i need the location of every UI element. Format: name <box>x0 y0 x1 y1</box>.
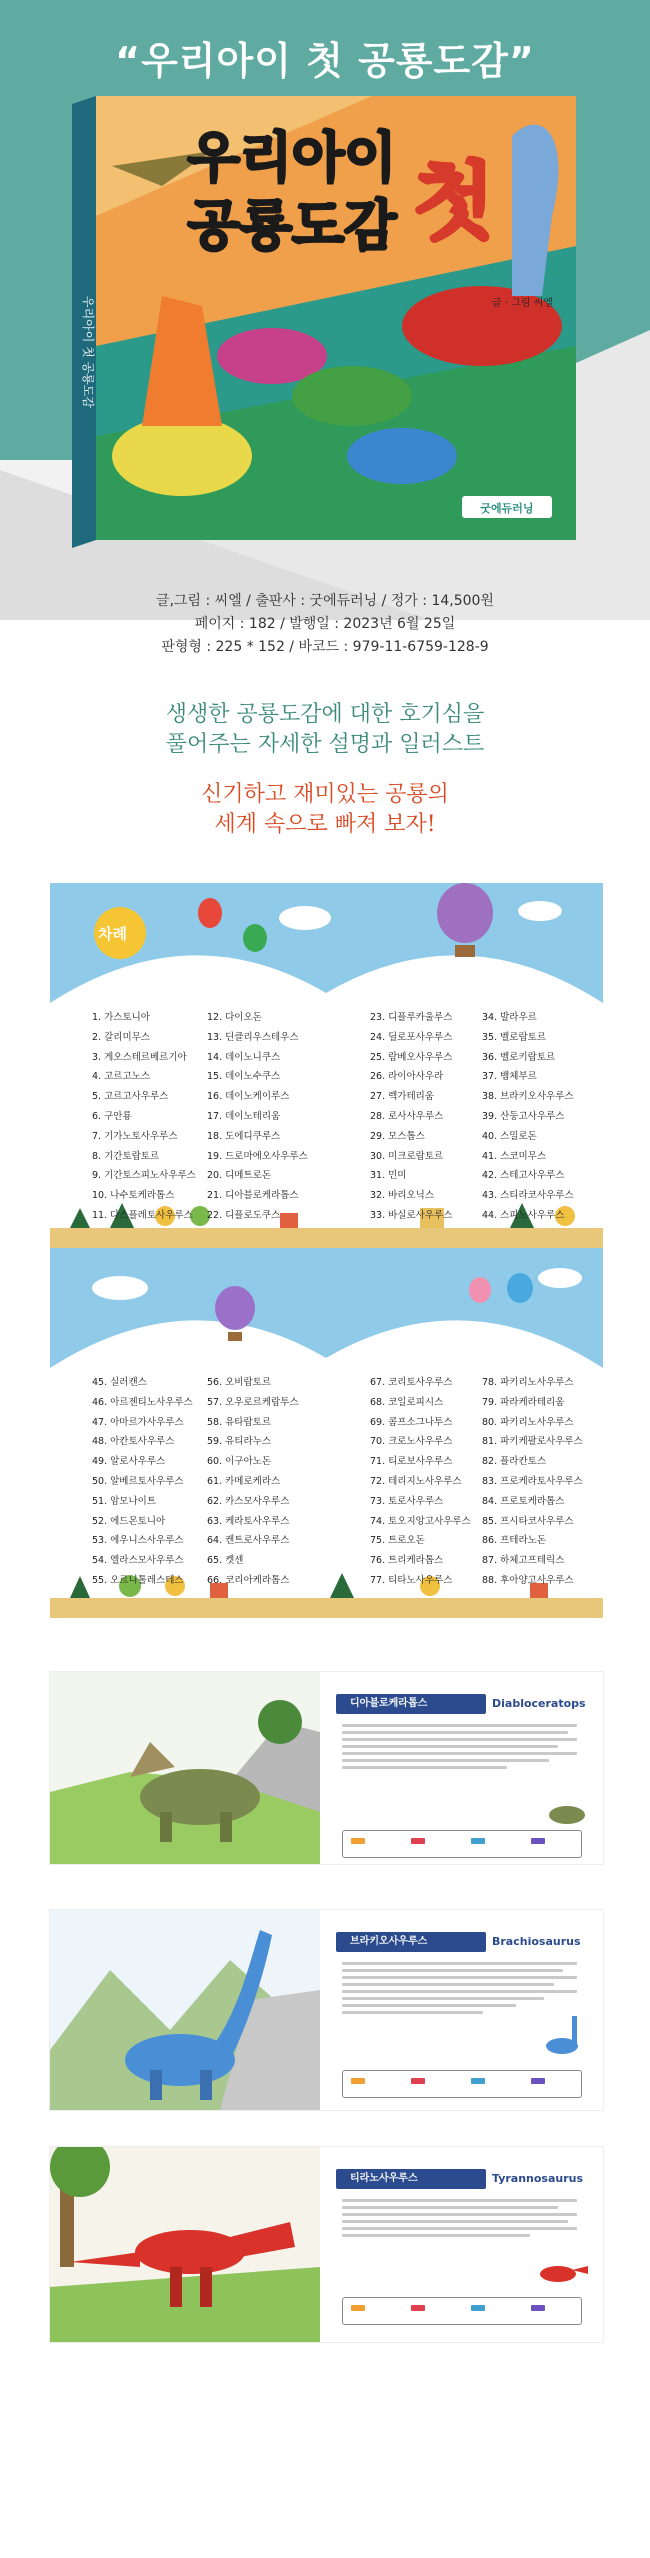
toc-item[interactable]: 50. 알베르토사우루스 <box>92 1475 184 1487</box>
page-title: “우리아이 첫 공룡도감” <box>115 39 535 83</box>
book-info-line2: 페이지 : 182 / 발행일 : 2023년 6월 25일 <box>194 616 456 632</box>
toc-item[interactable]: 5. 고르고사우루스 <box>92 1091 169 1103</box>
toc-item[interactable]: 46. 아르젠티노사우루스 <box>92 1396 193 1408</box>
toc-item[interactable]: 10. 나수토케라톱스 <box>92 1190 175 1202</box>
toc-item[interactable]: 39. 산둥고사우루스 <box>482 1110 565 1122</box>
toc-p2-col3 <box>370 1373 471 1591</box>
info-box <box>342 1830 582 1858</box>
toc-item[interactable]: 54. 엘라스모사우루스 <box>92 1555 184 1567</box>
info-box <box>342 2297 582 2325</box>
toc-item[interactable]: 45. 실러캔스 <box>92 1377 147 1388</box>
toc-item[interactable]: 31. 민미 <box>370 1170 407 1182</box>
toc-item[interactable]: 71. 티로보사우루스 <box>370 1456 453 1468</box>
toc-item[interactable]: 85. 프시타코사우루스 <box>482 1515 574 1527</box>
toc-item[interactable]: 32. 바리오닉스 <box>370 1190 435 1202</box>
description-text <box>342 2199 577 2241</box>
toc-item[interactable]: 84. 프로토케라톱스 <box>482 1495 565 1507</box>
cover-title-big: 첫 <box>413 153 495 251</box>
toc-item[interactable]: 42. 스테고사우루스 <box>482 1170 565 1182</box>
toc-item[interactable]: 26. 라이아사우라 <box>370 1071 444 1083</box>
hero-section <box>0 0 650 620</box>
toc-item[interactable]: 12. 다이오돈 <box>207 1012 262 1023</box>
toc-item[interactable]: 21. 디아블로케라톱스 <box>207 1190 299 1202</box>
toc-item[interactable]: 24. 딜로포사우루스 <box>370 1031 453 1043</box>
toc-p2-col1 <box>92 1373 193 1591</box>
toc-p1-col3 <box>370 1008 452 1226</box>
toc-p1-col4 <box>482 1008 574 1226</box>
book-info-line1: 글,그림 : 씨엘 / 출판사 : 굿에듀러닝 / 정가 : 14,500원 <box>156 593 494 609</box>
toc-p2-col2 <box>207 1373 299 1591</box>
toc-item[interactable]: 73. 토로사우루스 <box>370 1495 444 1507</box>
toc-p2-col4 <box>482 1373 583 1591</box>
toc-item[interactable]: 7. 기가노토사우루스 <box>92 1130 178 1142</box>
toc-item[interactable]: 66. 코리아케라톱스 <box>207 1574 290 1586</box>
toc-item[interactable]: 8. 기간토랍토르 <box>92 1150 160 1162</box>
book-info-line3: 판형형 : 225 * 152 / 바코드 : 979-11-6759-128-9 <box>161 639 489 655</box>
book-info <box>0 590 650 659</box>
publisher-logo: 굿에듀러닝 <box>480 502 534 515</box>
dino-name-ko: 브라키오사우루스 <box>336 1932 486 1952</box>
toc-item[interactable]: 52. 에드몬토니아 <box>92 1515 166 1527</box>
tagline-primary <box>0 700 650 760</box>
hot-air-balloon-icon <box>437 883 493 943</box>
toc-item[interactable]: 18. 도에디쿠루스 <box>207 1130 281 1142</box>
balloon-blue-icon <box>507 1273 533 1303</box>
toc-item[interactable]: 69. 콤프소그나투스 <box>370 1416 453 1428</box>
toc-item[interactable]: 41. 스코미무스 <box>482 1150 547 1162</box>
toc-item[interactable]: 65. 켓센 <box>207 1555 244 1567</box>
toc-item[interactable]: 2. 갈리미무스 <box>92 1031 150 1043</box>
toc-item[interactable]: 70. 크로노사우루스 <box>370 1436 453 1448</box>
spread-tyrannosaurus <box>50 2147 603 2342</box>
toc-item[interactable]: 15. 데이노수쿠스 <box>207 1071 281 1083</box>
toc-item[interactable]: 13. 딘클리우스테우스 <box>207 1031 299 1043</box>
dino-mini-icon <box>532 2252 590 2292</box>
toc-item[interactable]: 79. 파라케라테리움 <box>482 1396 565 1408</box>
toc-item[interactable]: 53. 에우니스사우루스 <box>92 1535 184 1547</box>
toc-item[interactable]: 57. 오우로르케랍투스 <box>207 1396 299 1408</box>
toc-item[interactable]: 88. 후아양고사우루스 <box>482 1574 574 1586</box>
tagline-secondary-line2: 세계 속으로 빠져 보자! <box>214 812 436 837</box>
toc-item[interactable]: 28. 로사사우루스 <box>370 1110 444 1122</box>
toc-item[interactable]: 27. 렉가테리움 <box>370 1091 435 1103</box>
toc-item[interactable]: 44. 스피노사우루스 <box>482 1209 565 1221</box>
tyrannosaurus-illustration <box>50 2147 320 2342</box>
toc-page-2 <box>50 1248 603 1618</box>
toc-p1-col2 <box>207 1008 308 1226</box>
toc-item[interactable]: 25. 람베오사우루스 <box>370 1051 453 1063</box>
tagline-primary-line1: 생생한 공룡도감에 대한 호기심을 <box>165 702 485 727</box>
toc-item[interactable]: 29. 모스톱스 <box>370 1130 425 1142</box>
toc-item[interactable]: 74. 토오지앙고사우루스 <box>370 1515 471 1527</box>
toc-item[interactable]: 6. 구안룡 <box>92 1110 132 1122</box>
toc-item[interactable]: 64. 켄트로사우루스 <box>207 1535 290 1547</box>
toc-item[interactable]: 61. 카메로케라스 <box>207 1475 281 1487</box>
toc-item[interactable]: 81. 파키케팔로사우루스 <box>482 1436 583 1448</box>
toc-item[interactable]: 80. 파키리노사우루스 <box>482 1416 574 1428</box>
dino-name-en: Brachiosaurus <box>492 1935 581 1948</box>
toc-item[interactable]: 87. 하체고프테릭스 <box>482 1555 565 1567</box>
spread-brachiosaurus <box>50 1910 603 2110</box>
toc-item[interactable]: 49. 알로사우루스 <box>92 1456 166 1468</box>
toc-item[interactable]: 48. 아칸토사우루스 <box>92 1436 175 1448</box>
toc-item[interactable]: 86. 프테라노돈 <box>482 1535 547 1547</box>
toc-item[interactable]: 62. 카스모사우루스 <box>207 1495 290 1507</box>
brachiosaurus-illustration <box>50 1910 320 2110</box>
toc-item[interactable]: 51. 암모나이트 <box>92 1495 157 1507</box>
brachiosaurus-page <box>332 1910 603 2110</box>
toc-item[interactable]: 38. 브라키오사우루스 <box>482 1091 574 1103</box>
spread-diabloceratops <box>50 1672 603 1864</box>
toc-item[interactable]: 63. 케라토사우루스 <box>207 1515 290 1527</box>
toc-badge: 차례 <box>98 925 127 943</box>
toc-item[interactable]: 23. 디플루카울루스 <box>370 1012 453 1023</box>
balloon-green-icon <box>243 924 267 952</box>
toc-item[interactable]: 30. 미크로랍토르 <box>370 1150 444 1162</box>
tagline-primary-line2: 풀어주는 자세한 설명과 일러스트 <box>165 732 485 757</box>
balloon-pink-icon <box>469 1277 491 1303</box>
toc-item[interactable]: 68. 코일로피시스 <box>370 1396 444 1408</box>
toc-item[interactable]: 43. 스티라코사우루스 <box>482 1190 574 1202</box>
toc-item[interactable]: 77. 티타노사우루스 <box>370 1574 453 1586</box>
toc-item[interactable]: 20. 디메트로돈 <box>207 1170 272 1182</box>
dino-name-ko: 디아블로케라톱스 <box>336 1694 486 1714</box>
diabloceratops-page <box>332 1672 603 1864</box>
tagline-secondary-line1: 신기하고 재미있는 공룡의 <box>201 782 449 807</box>
toc-item[interactable]: 58. 유타랍토르 <box>207 1416 272 1428</box>
spine-title: 우리아이 첫 공룡도감 <box>81 296 95 408</box>
toc-item[interactable]: 35. 벨로랍토르 <box>482 1031 547 1043</box>
cover-title-line2: 공룡도감 <box>187 194 397 257</box>
toc-item[interactable]: 76. 트리케라톱스 <box>370 1555 444 1567</box>
toc-item[interactable]: 55. 오르니톨레스테스 <box>92 1574 184 1586</box>
toc-item[interactable]: 33. 바실로사우루스 <box>370 1209 453 1221</box>
dino-mini-icon <box>542 1790 592 1830</box>
toc-item[interactable]: 34. 발라우르 <box>482 1012 537 1023</box>
toc-item[interactable]: 40. 스밀로돈 <box>482 1130 537 1142</box>
book-cover <box>72 96 576 548</box>
toc-item[interactable]: 9. 기간토스피노사우루스 <box>92 1170 196 1182</box>
toc-item[interactable]: 14. 데이노니쿠스 <box>207 1051 281 1063</box>
description-text <box>342 1724 577 1773</box>
toc-p1-col1 <box>92 1008 196 1226</box>
toc-item[interactable]: 37. 뱀체부르 <box>482 1071 537 1083</box>
toc-item[interactable]: 82. 플라칸토스 <box>482 1456 547 1468</box>
toc-page-1 <box>50 883 603 1248</box>
diabloceratops-illustration <box>50 1672 320 1864</box>
cover-author: 글 · 그림 씨엘 <box>492 298 554 309</box>
toc-item[interactable]: 47. 아마르가사우루스 <box>92 1416 184 1428</box>
toc-item[interactable]: 78. 파키리노사우루스 <box>482 1377 574 1388</box>
info-box <box>342 2070 582 2098</box>
dino-name-ko: 티라노사우루스 <box>336 2169 486 2189</box>
toc-item[interactable]: 22. 디플로도쿠스 <box>207 1209 281 1221</box>
toc-item[interactable]: 59. 유티라누스 <box>207 1436 272 1448</box>
toc-item[interactable]: 60. 이구아노돈 <box>207 1456 272 1468</box>
dino-name-en: Diabloceratops <box>492 1697 586 1710</box>
toc-item[interactable]: 16. 데이노케이루스 <box>207 1091 290 1103</box>
balloon-red-icon <box>198 898 222 928</box>
dino-name-en: Tyrannosaurus <box>492 2172 584 2185</box>
toc-item[interactable]: 17. 데이노테리움 <box>207 1110 281 1122</box>
tyrannosaurus-page <box>332 2147 603 2342</box>
toc-item[interactable]: 1. 가스토니아 <box>92 1012 150 1023</box>
toc-item[interactable]: 11. 다스플레토사우루스 <box>92 1209 193 1221</box>
toc-item[interactable]: 36. 벨로키랍토르 <box>482 1051 556 1063</box>
toc-item[interactable]: 67. 코리토사우루스 <box>370 1377 453 1388</box>
toc-item[interactable]: 75. 트로오돈 <box>370 1535 425 1547</box>
toc-item[interactable]: 4. 고르고노스 <box>92 1071 150 1083</box>
toc-item[interactable]: 3. 게오스테르베르기아 <box>92 1051 187 1063</box>
cover-title-line1: 우리아이 <box>187 126 397 189</box>
toc-item[interactable]: 56. 오비랍토르 <box>207 1377 272 1388</box>
dino-mini-icon <box>540 2010 592 2060</box>
toc-item[interactable]: 72. 테리지노사우루스 <box>370 1475 462 1487</box>
toc-item[interactable]: 19. 드로마에오사우루스 <box>207 1150 308 1162</box>
toc-item[interactable]: 83. 프로케라토사우루스 <box>482 1475 583 1487</box>
hot-air-balloon-icon <box>215 1286 255 1330</box>
tagline-secondary <box>0 780 650 840</box>
